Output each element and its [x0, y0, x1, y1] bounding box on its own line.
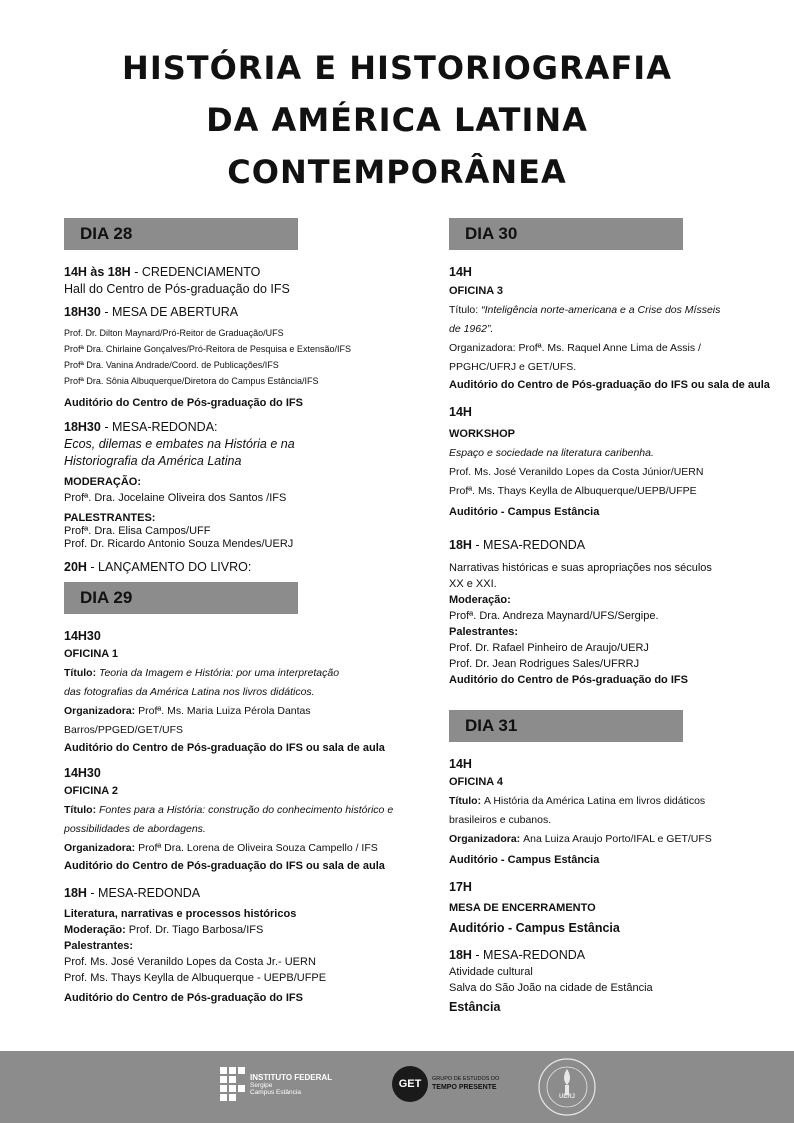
- mesa-30-time: 18H: [449, 538, 472, 552]
- encerramento-label: MESA DE ENCERRAMENTO: [449, 902, 596, 914]
- oficina-4-title-cont: brasileiros e cubanos.: [449, 814, 552, 826]
- mesa-30-theme: Narrativas históricas e suas apropriações nos séculos: [449, 562, 712, 574]
- get-mark: GET: [392, 1066, 428, 1102]
- oficina-3-title-cont: de 1962”.: [449, 323, 494, 335]
- day-28-header: DIA 28: [64, 218, 298, 250]
- oficina-1-org-text: Profª. Ms. Maria Luiza Pérola Dantas: [138, 705, 311, 717]
- abertura-title: - MESA DE ABERTURA: [100, 305, 239, 319]
- oficina-3-title-label: Título:: [449, 304, 482, 316]
- get-line-2: TEMPO PRESENTE: [432, 1084, 497, 1091]
- mesa-29-theme: Literatura, narrativas e processos históricos: [64, 908, 297, 920]
- oficina-1-label: OFICINA 1: [64, 648, 118, 660]
- oficina-1-time: 14H30: [64, 629, 101, 643]
- oficina-2-time: 14H30: [64, 766, 101, 780]
- oficina-3-title-text: “Inteligência norte-americana e a Crise dos Mísseis: [481, 304, 721, 316]
- oficina-2-label: OFICINA 2: [64, 785, 118, 797]
- oficina-3-org: Organizadora: Profª. Ms. Raquel Anne Lima de Assis /: [449, 342, 701, 354]
- oficina-1-title-text: Teoria da Imagem e História: por uma interpretação: [99, 667, 340, 679]
- oficina-4-time: 14H: [449, 757, 472, 771]
- moderacao-person: Profª. Dra. Jocelaine Oliveira dos Santos /IFS: [64, 492, 287, 504]
- mesa-28-theme: Historiografia da América Latina: [64, 454, 242, 468]
- uerj-text: UERJ: [558, 1094, 575, 1100]
- abertura-person: Profª Dra. Sônia Albuquerque/Diretora do Campus Estância/IFS: [64, 376, 319, 386]
- oficina-2-title: [64, 801, 414, 820]
- oficina-2-title-text: Fontes para a História: construção do conhecimento histórico e: [99, 804, 394, 816]
- mesa-31-line-text: Atividade cultural: [449, 966, 533, 978]
- mesa-29-place: Auditório do Centro de Pós-graduação do IFS: [64, 992, 303, 1004]
- oficina-1-title-label: Título:: [64, 667, 99, 679]
- oficina-1-org-cont: Barros/PPGED/GET/UFS: [64, 724, 184, 736]
- oficina-4-place: Auditório - Campus Estância: [449, 854, 600, 866]
- oficina-4-title-text: A História da América Latina em livros didáticos: [484, 795, 706, 807]
- mesa-31-line-text: Salva do São João na cidade de Estância: [449, 982, 653, 994]
- workshop-time: 14H: [449, 405, 472, 419]
- palestrante: Prof. Dr. Ricardo Antonio Souza Mendes/UERJ: [64, 538, 294, 550]
- oficina-3-label: OFICINA 3: [449, 285, 503, 297]
- lancamento-time: 20H: [64, 560, 87, 574]
- title-line-1: HISTÓRIA E HISTORIOGRAFIA: [122, 49, 672, 87]
- get-line-1: GRUPO DE ESTUDOS DO: [432, 1076, 500, 1082]
- mesa-29-mod-label: Moderação:: [64, 924, 129, 936]
- abertura-place: Auditório do Centro de Pós-graduação do IFS: [64, 397, 303, 409]
- oficina-1-place: Auditório do Centro de Pós-graduação do IFS ou sala de aula: [64, 742, 385, 754]
- left-column: [64, 218, 414, 1006]
- footer-bar: [0, 1051, 794, 1123]
- mesa-30-mod-person: Profª. Dra. Andreza Maynard/UFS/Sergipe.: [449, 610, 659, 622]
- mesa-30-line: [449, 537, 779, 554]
- oficina-1-title-cont: das fotografias da América Latina nos livros didáticos.: [64, 686, 315, 698]
- lancamento-title: - LANÇAMENTO DO LIVRO:: [86, 560, 252, 574]
- oficina-2-org: [64, 839, 414, 858]
- oficina-1-title: [64, 664, 414, 683]
- palestrante: Prof. Dr. Jean Rodrigues Sales/UFRRJ: [449, 658, 640, 670]
- workshop-place: Auditório - Campus Estância: [449, 506, 600, 518]
- palestrante: Prof. Ms. José Veranildo Lopes da Costa Jr.- UERN: [64, 956, 316, 968]
- lancamento-line: [64, 559, 414, 576]
- title-line-2: DA AMÉRICA LATINA: [206, 101, 588, 139]
- workshop-person: Profª. Ms. Thays Keylla de Albuquerque/UEPB/UFPE: [449, 485, 697, 497]
- oficina-2-org-text: Profª Dra. Lorena de Oliveira Souza Campello / IFS: [138, 842, 378, 854]
- oficina-3-title: [449, 301, 779, 320]
- oficina-4-org-label: Organizadora:: [449, 833, 524, 845]
- uerj-seal-icon: [536, 1057, 598, 1117]
- mesa-29-title: - MESA-REDONDA: [86, 886, 201, 900]
- encerramento-time: 17H: [449, 880, 472, 894]
- mesa-29-line: [64, 885, 414, 902]
- oficina-4-title: [449, 792, 779, 811]
- oficina-2-place: Auditório do Centro de Pós-graduação do IFS ou sala de aula: [64, 860, 385, 872]
- day-31-header: DIA 31: [449, 710, 683, 742]
- if-state: Sergipe: [250, 1082, 273, 1089]
- credenciamento-time: 14H às 18H: [64, 265, 131, 279]
- palestrantes-label: PALESTRANTES:: [64, 512, 156, 524]
- oficina-1-org-label: Organizadora:: [64, 705, 139, 717]
- palestrante: Prof. Dr. Rafael Pinheiro de Araujo/UERJ: [449, 642, 649, 654]
- mesa-28-line: [64, 419, 414, 436]
- credenciamento-place: Hall do Centro de Pós-graduação do IFS: [64, 282, 290, 296]
- mesa-29-pal-label: Palestrantes:: [64, 940, 134, 952]
- oficina-4-title-label: Título:: [449, 795, 484, 807]
- if-grid-icon: [220, 1067, 246, 1101]
- page-title: [0, 42, 794, 198]
- mesa-29-mod-person: Prof. Dr. Tiago Barbosa/IFS: [128, 924, 264, 936]
- mesa-31-place: Estância: [449, 1000, 501, 1014]
- oficina-2-title-cont: possibilidades de abordagens.: [64, 823, 206, 835]
- day-30-header: DIA 30: [449, 218, 683, 250]
- mesa-28-title: - MESA-REDONDA:: [100, 420, 218, 434]
- day-29-header: DIA 29: [64, 582, 298, 614]
- mesa-31-time: 18H: [449, 948, 472, 962]
- workshop-person: Prof. Ms. José Veranildo Lopes da Costa Júnior/UERN: [449, 466, 704, 478]
- palestrante: Prof. Ms. Thays Keylla de Albuquerque - UEPB/UFPE: [64, 972, 327, 984]
- oficina-4-label: OFICINA 4: [449, 776, 503, 788]
- get-logo: [392, 1066, 512, 1104]
- abertura-person: Profª Dra. Chirlaine Gonçalves/Pró-Reitora de Pesquisa e Extensão/IFS: [64, 344, 351, 354]
- credenciamento-line: [64, 264, 414, 281]
- oficina-3-time: 14H: [449, 265, 472, 279]
- mesa-30-pal-label: Palestrantes:: [449, 626, 519, 638]
- abertura-person: Prof. Dr. Dilton Maynard/Pró-Reitor de Graduação/UFS: [64, 328, 284, 338]
- palestrante: Profª. Dra. Elisa Campos/UFF: [64, 525, 211, 537]
- encerramento-place: Auditório - Campus Estância: [449, 921, 620, 935]
- uerj-seal: [536, 1057, 598, 1117]
- mesa-29-time: 18H: [64, 886, 87, 900]
- workshop-theme: Espaço e sociedade na literatura caribenha.: [449, 447, 654, 459]
- mesa-28-theme: Ecos, dilemas e embates na História e na: [64, 437, 295, 451]
- if-logo: [220, 1067, 340, 1103]
- abertura-time: 18H30: [64, 305, 101, 319]
- mesa-30-mod-label: Moderação:: [449, 594, 511, 606]
- mesa-30-title: - MESA-REDONDA: [471, 538, 586, 552]
- right-column: [449, 218, 779, 1018]
- oficina-1-org: [64, 702, 414, 721]
- mesa-28-time: 18H30: [64, 420, 101, 434]
- moderacao-label: MODERAÇÃO:: [64, 476, 141, 488]
- title-line-3: CONTEMPORÂNEA: [227, 153, 567, 191]
- oficina-2-org-label: Organizadora:: [64, 842, 139, 854]
- oficina-2-title-label: Título:: [64, 804, 99, 816]
- workshop-label: WORKSHOP: [449, 428, 515, 440]
- mesa-31-line: [449, 947, 779, 964]
- oficina-3-place: Auditório do Centro de Pós-graduação do IFS ou sala de aula: [449, 379, 770, 391]
- abertura-person: Profª Dra. Vanina Andrade/Coord. de Publicações/IFS: [64, 360, 279, 370]
- mesa-31-title: - MESA-REDONDA: [471, 948, 586, 962]
- abertura-line: [64, 304, 414, 321]
- credenciamento-title: - CREDENCIAMENTO: [130, 265, 261, 279]
- if-campus: Campus Estância: [250, 1089, 301, 1096]
- oficina-4-org: [449, 830, 779, 849]
- mesa-30-theme: XX e XXI.: [449, 578, 497, 590]
- mesa-29-mod: [64, 922, 414, 938]
- oficina-4-org-text: Ana Luiza Araujo Porto/IFAL e GET/UFS: [523, 833, 712, 845]
- if-name: INSTITUTO FEDERAL: [250, 1073, 333, 1082]
- mesa-30-place: Auditório do Centro de Pós-graduação do IFS: [449, 674, 688, 686]
- oficina-3-org-cont: PPGHC/UFRJ e GET/UFS.: [449, 361, 577, 373]
